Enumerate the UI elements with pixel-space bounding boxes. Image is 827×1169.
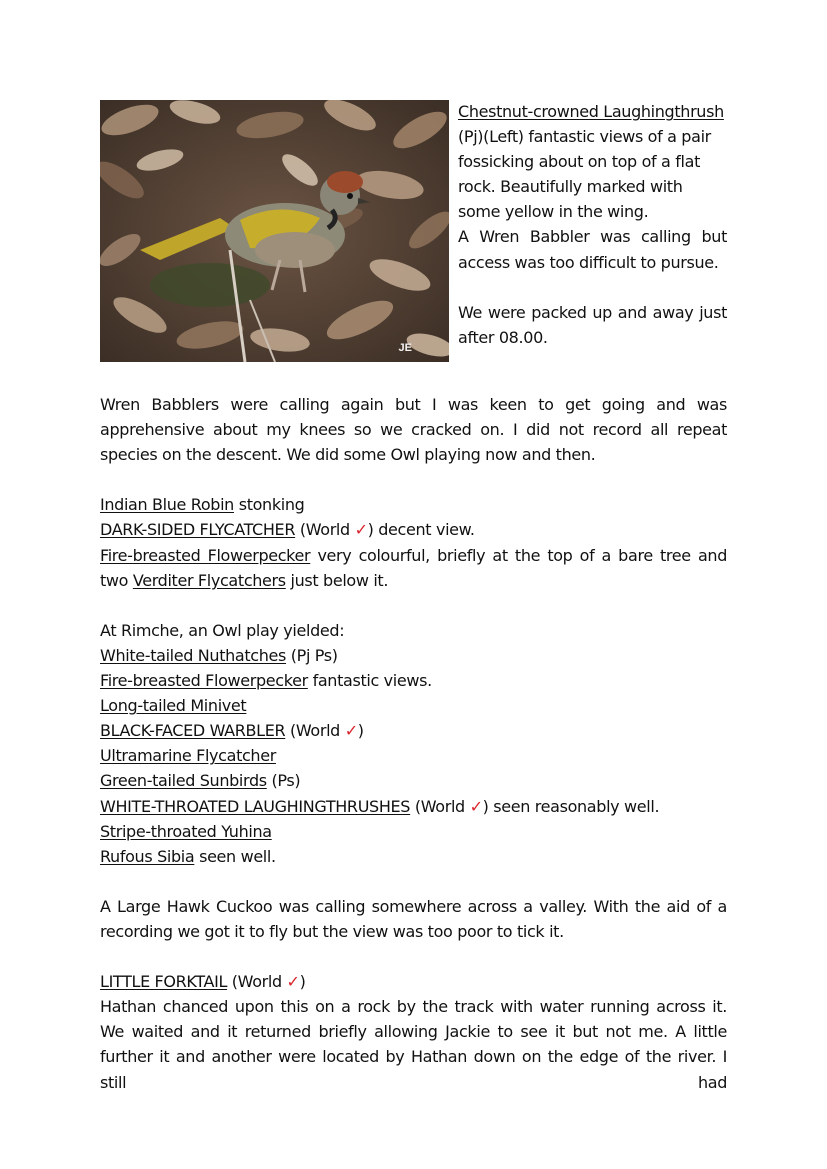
side-line: rock. Beautifully marked with [458, 177, 683, 197]
species-name: Long-tailed Minivet [100, 696, 247, 716]
tick-icon: ✓ [344, 721, 358, 741]
side-line: some yellow in the wing. [458, 202, 649, 222]
list-item: Fire-breasted Flowerpecker fantastic views. [100, 671, 432, 691]
species-name: Fire-breasted Flowerpecker [100, 545, 311, 565]
list-item [100, 743, 727, 768]
wren-babbler-paragraph: A Wren Babbler was calling but access was too difficult to pursue. [458, 227, 727, 272]
cuckoo-paragraph: A Large Hawk Cuckoo was calling somewhere across a valley. With the aid of a recording we got it to fly but the view was too poor to tick it. [100, 896, 727, 941]
list-item: Indian Blue Robin stonking [100, 495, 305, 515]
side-line: fossicking about on top of a flat [458, 152, 701, 172]
packed-up-paragraph: We were packed up and away just after 08.00. [458, 302, 727, 347]
list-item: LITTLE FORKTAIL (World ✓) [100, 972, 306, 992]
species-name: Ultramarine Flycatcher [100, 746, 276, 766]
side-text [458, 99, 727, 350]
main-text [100, 392, 727, 1095]
species-name: DARK-SIDED FLYCATCHER [100, 520, 296, 540]
tick-icon: ✓ [469, 796, 483, 816]
descent-paragraph: Wren Babblers were calling again but I was keen to get going and was apprehensive about my knees so we cracked on. I did not record all repeat species on the descent. We did some Owl playing now and then. [100, 395, 727, 465]
laughingthrush-image [100, 100, 449, 362]
species-name: White-tailed Nuthatches [100, 645, 287, 665]
species-name: BLACK-FACED WARBLER [100, 721, 286, 741]
species-name: Green-tailed Sunbirds [100, 771, 267, 791]
list-item [100, 819, 727, 844]
tick-icon: ✓ [286, 972, 300, 992]
species-name: Verditer Flycatchers [132, 570, 286, 590]
bird-photo [100, 100, 449, 362]
species-name: LITTLE FORKTAIL [100, 972, 228, 992]
side-line: (Pj)(Left) fantastic views of a pair [458, 127, 711, 147]
tick-icon: ✓ [354, 520, 368, 540]
list-item [100, 693, 727, 718]
species-name: Chestnut-crowned Laughingthrush [458, 102, 724, 121]
forktail-paragraph: Hathan chanced upon this on a rock by the track with water running across it. We waited and it returned briefly allowing Jackie to see it but not me. A little further it and another were located by Hathan down on the edge of the river. I still had [100, 997, 727, 1092]
list-item: Fire-breasted Flowerpecker very colourful, briefly at the top of a bare tree and two Verditer Flycatchers just below it. [100, 545, 727, 590]
rimche-intro: At Rimche, an Owl play yielded: [100, 620, 345, 640]
list-item: Rufous Sibia seen well. [100, 846, 276, 866]
list-item: DARK-SIDED FLYCATCHER (World ✓) decent view. [100, 520, 475, 540]
species-name: WHITE-THROATED LAUGHINGTHRUSHES [100, 796, 411, 816]
list-item: White-tailed Nuthatches (Pj Ps) [100, 645, 338, 665]
species-name: Fire-breasted Flowerpecker [100, 671, 308, 691]
list-item: Green-tailed Sunbirds (Ps) [100, 771, 301, 791]
photo-credit: JE [398, 342, 412, 354]
species-name: Stripe-throated Yuhina [100, 821, 272, 841]
species-name: Rufous Sibia [100, 846, 195, 866]
list-item: WHITE-THROATED LAUGHINGTHRUSHES (World ✓) seen reasonably well. [100, 796, 660, 816]
list-item: BLACK-FACED WARBLER (World ✓) [100, 721, 364, 741]
species-name: Indian Blue Robin [100, 495, 234, 515]
